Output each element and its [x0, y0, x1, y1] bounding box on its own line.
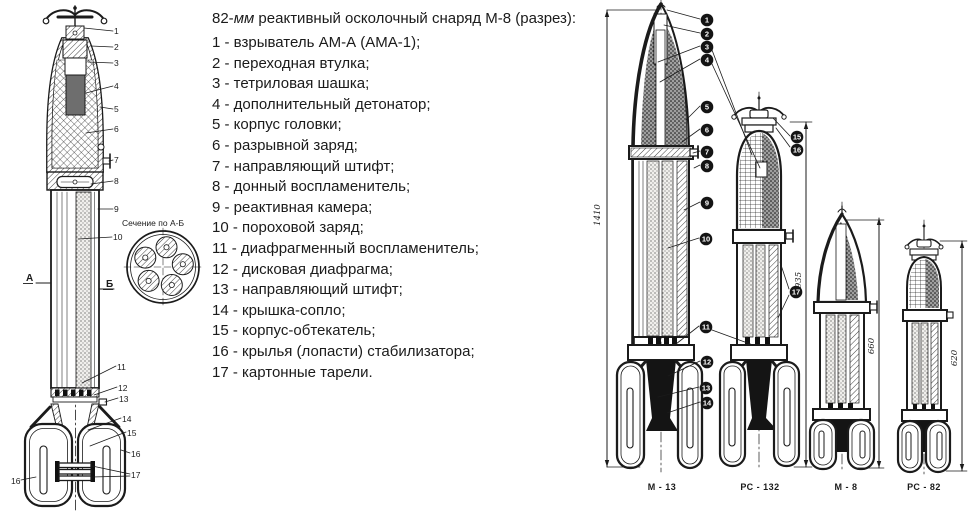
svg-text:17: 17	[791, 287, 801, 297]
legend-item: 9 - реактивная камера;	[212, 198, 373, 216]
svg-text:13: 13	[701, 383, 711, 393]
svg-text:14: 14	[702, 398, 712, 408]
base-igniter	[57, 177, 93, 188]
svg-text:7: 7	[704, 147, 710, 157]
svg-text:9: 9	[704, 198, 710, 208]
callout-number: 9	[114, 204, 119, 214]
dim-value-rs132: 935	[794, 271, 804, 289]
callout-number: 16	[131, 449, 141, 459]
callout-number: 14	[122, 414, 132, 424]
rocket-m8-figure	[810, 202, 877, 472]
dim-value-m8: 660	[867, 337, 877, 355]
legend-item: 2 - переходная втулка;	[212, 54, 370, 72]
legend-item: 7 - направляющий штифт;	[212, 157, 395, 175]
m8-cutaway-diagram	[0, 0, 210, 514]
legend-item: 4 - дополнительный детонатор;	[212, 95, 431, 113]
callout-number: 11	[117, 362, 126, 372]
legend-item: 6 - разрывной заряд;	[212, 136, 358, 154]
legend-title-mm: мм	[233, 10, 255, 27]
legend-item: 8 - донный воспламенитель;	[212, 178, 411, 196]
callout-badge	[700, 321, 713, 334]
callout-number: 2	[114, 42, 119, 52]
legend-item: 10 - пороховой заряд;	[212, 219, 364, 237]
svg-text:15: 15	[792, 132, 802, 142]
rocket-label-m8: М - 8	[834, 482, 858, 492]
callout-number: 12	[118, 383, 128, 393]
svg-text:8: 8	[704, 161, 710, 171]
callout-number: 6	[114, 124, 119, 134]
callout-number: 13	[119, 394, 129, 404]
rocket-comparison-diagram	[590, 0, 980, 514]
powder-charge	[76, 192, 91, 388]
svg-text:1: 1	[704, 15, 710, 25]
tetryl-pellet	[65, 58, 86, 75]
callout-number: 4	[114, 81, 119, 91]
callout-badge	[791, 131, 804, 144]
legend-item: 15 - корпус-обтекатель;	[212, 322, 376, 340]
svg-text:16: 16	[792, 145, 802, 155]
svg-text:3: 3	[704, 42, 710, 52]
callout-number: 3	[114, 58, 119, 68]
legend-title: 82-мм реактивный осколочный снаряд М-8 (разрез):	[212, 10, 577, 27]
callout-badge	[700, 382, 713, 395]
rocket-chamber	[51, 190, 99, 388]
rocket-m13-figure	[617, 0, 702, 472]
callout-badge	[701, 124, 714, 137]
legend-item: 12 - дисковая диафрагма;	[212, 260, 393, 278]
section-label: Сечение по А-Б	[122, 218, 185, 228]
callout-number: 7	[114, 155, 119, 165]
legend-list	[212, 33, 590, 383]
callout-badge	[701, 14, 714, 27]
plane-a-label: А	[26, 273, 34, 284]
callout-number: 10	[113, 232, 123, 242]
cardboard-discs	[55, 461, 95, 482]
legend-item: 13 - направляющий штифт;	[212, 281, 403, 299]
auxiliary-detonator	[66, 75, 85, 115]
fuze-vane	[43, 6, 107, 39]
callout-badge	[701, 146, 714, 159]
svg-text:11: 11	[702, 322, 710, 332]
svg-text:6: 6	[704, 125, 710, 135]
callout-badge	[700, 233, 713, 246]
dim-value-rs82: 620	[950, 349, 960, 367]
section-view	[124, 228, 202, 306]
legend-item: 17 - картонные тарели.	[212, 363, 373, 381]
callout-badge	[701, 54, 714, 67]
callout-number: 17	[131, 470, 141, 480]
svg-text:12: 12	[702, 357, 712, 367]
m8-warhead	[47, 38, 110, 172]
callout-badge	[701, 197, 714, 210]
callout-number: 8	[114, 176, 119, 186]
rocket-label-rs132: РС - 132	[740, 482, 780, 492]
callout-number: 1	[114, 26, 119, 36]
legend-item: 3 - тетриловая шашка;	[212, 75, 370, 93]
callout-badge	[701, 28, 714, 41]
callout-badge	[701, 41, 714, 54]
rocket-label-m13: М - 13	[647, 482, 677, 492]
callout-badge	[701, 356, 714, 369]
rocket-rs82-figure	[898, 220, 953, 474]
rocket-rs132-figure	[720, 92, 802, 470]
legend-item: 1 - взрыватель АМ-А (АМА-1);	[212, 34, 421, 51]
svg-text:10: 10	[701, 234, 711, 244]
callout-number: 16	[11, 476, 21, 486]
legend-item: 16 - крылья (лопасти) стабилизатора;	[212, 342, 475, 360]
svg-text:5: 5	[704, 102, 710, 112]
legend-item: 5 - корпус головки;	[212, 116, 342, 134]
legend-item: 11 - диафрагменный воспламенитель;	[212, 239, 479, 257]
callout-number: 5	[114, 104, 119, 114]
plane-b-label: Б	[106, 279, 114, 290]
svg-text:2: 2	[704, 29, 710, 39]
callout-badge	[701, 101, 714, 114]
callout-number: 15	[127, 428, 137, 438]
legend	[212, 8, 590, 383]
adapter-bushing	[63, 40, 87, 58]
rocket-label-rs82: РС - 82	[907, 482, 941, 492]
callout-badge	[791, 144, 804, 157]
legend-item: 14 - крышка-сопло;	[212, 301, 346, 319]
dim-value-m13: 1410	[593, 204, 603, 226]
callout-badge	[701, 397, 714, 410]
disc-diaphragm	[53, 397, 97, 402]
svg-text:4: 4	[704, 55, 710, 65]
callout-badge	[701, 160, 714, 173]
